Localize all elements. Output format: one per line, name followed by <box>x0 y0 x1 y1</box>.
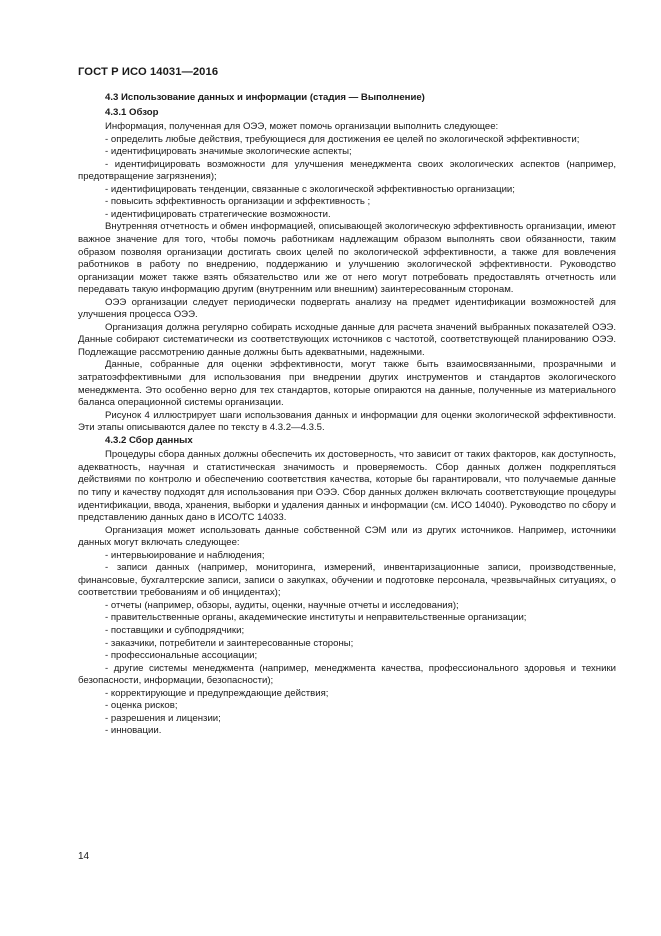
list-item: - поставщики и субподрядчики; <box>105 624 245 636</box>
paragraph: Внутренняя отчетность и обмен информацией, описывающей экологическую эффективность организации, имеют важное значение для того, чтобы помочь работникам надлежащим образом выполнять свои обязанности, таким образом позволяя организации достигать своих целей по экологической эффективности, а также для вовлечения работников в работу по внедрению, поддержанию и улучшению экологической эффективности. Руководство организации может также взять обязательство или же от него могут потребовать предоставлять отчетность или передавать такую информацию другим (внутренним или внешним) заинтересованным сторонам. <box>78 221 616 296</box>
section-4-3-heading: 4.3 Использование данных и информации (стадия — Выполнение) <box>105 92 425 103</box>
page-content <box>78 92 616 738</box>
list-item: - разрешения и лицензии; <box>105 712 221 724</box>
section-4-3-1-intro: Информация, полученная для ОЭЭ, может помочь организации выполнить следующее: <box>105 121 499 133</box>
list-item: - инновации. <box>105 725 162 737</box>
list-item: - идентифицировать стратегические возможности. <box>105 208 331 220</box>
paragraph: ОЭЭ организации следует периодически подвергать анализу на предмет идентификации возможностей для улучшения процесса ОЭЭ. <box>78 296 616 321</box>
list-item: - идентифицировать возможности для улучшения менеджмента своих экологических аспектов (например, предотвращение загрязнения); <box>78 158 616 183</box>
list-item: - другие системы менеджмента (например, менеджмента качества, профессионального здоровья и техники безопасности, информации, безопасности); <box>78 662 616 687</box>
section-4-3-1-heading: 4.3.1 Обзор <box>105 106 159 118</box>
list-item: - идентифицировать тенденции, связанные с экологической эффективностью организации; <box>105 183 515 195</box>
section-4-3-2-heading: 4.3.2 Сбор данных <box>105 434 193 446</box>
list-item: - записи данных (например, мониторинга, измерений, инвентаризационные записи, производственные, финансовые, бухгалтерские записи, записи о закупках, обучении и подготовке персонала, чрезвычайных ситуациях, о соответствии требованиям и об инцидентах); <box>78 562 616 599</box>
list-item: - повысить эффективность организации и эффективность ; <box>105 196 371 208</box>
paragraph: Рисунок 4 иллюстрирует шаги использования данных и информации для оценки экологической эффективности. Эти этапы описываются далее по тексту в 4.3.2—4.3.5. <box>78 409 616 434</box>
paragraph: Процедуры сбора данных должны обеспечить их достоверность, что зависит от таких факторов, как доступность, адекватность, научная и статистическая значимость и проверяемость. Сбор данных должен подкрепляться действиями по контролю и обеспечению соответствия качества, которые бы гарантировали, что получаемые данные по типу и качеству подходят для использования при ОЭЭ. Сбор данных должен включать соответствующие процедуры идентификации, ввода, хранения, выборки и удаления данных и информации (см. ИСО 14040). Руководство по сбору и представлению данных дано в ИСО/ТС 14033. <box>78 449 616 524</box>
paragraph: Организация может использовать данные собственной СЭМ или из других источников. Например, источники данных могут включать следующее: <box>78 524 616 549</box>
list-item: - заказчики, потребители и заинтересованные стороны; <box>105 637 354 649</box>
page-number: 14 <box>78 851 90 862</box>
list-item: - интервьюирование и наблюдения; <box>105 549 265 561</box>
list-item: - корректирующие и предупреждающие действия; <box>105 687 329 699</box>
list-item: - профессиональные ассоциации; <box>105 650 258 662</box>
paragraph: Данные, собранные для оценки эффективности, могут также быть взаимосвязанными, прозрачными и затратоэффективными для использования при внедрении других инструментов и стандартов экологического менеджмента. Это особенно верно для тех стандартов, которые опираются на данные, полученные из материального баланса операционной системы организации. <box>78 359 616 409</box>
list-item: - правительственные органы, академические институты и неправительственные организации; <box>105 612 527 624</box>
paragraph: Организация должна регулярно собирать исходные данные для расчета значений выбранных показателей ОЭЭ. Данные собирают систематически из соответствующих источников с частотой, соответствующей планированию ОЭЭ. Подлежащие рассмотрению данные должны быть адекватными, надежными. <box>78 321 616 358</box>
list-item: - идентифицировать значимые экологические аспекты; <box>105 146 352 158</box>
list-item: - определить любые действия, требующиеся для достижения ее целей по экологической эффективности; <box>105 133 580 145</box>
list-item: - отчеты (например, обзоры, аудиты, оценки, научные отчеты и исследования); <box>105 599 459 611</box>
list-item: - оценка рисков; <box>105 700 178 712</box>
standard-header: ГОСТ Р ИСО 14031—2016 <box>78 66 219 78</box>
